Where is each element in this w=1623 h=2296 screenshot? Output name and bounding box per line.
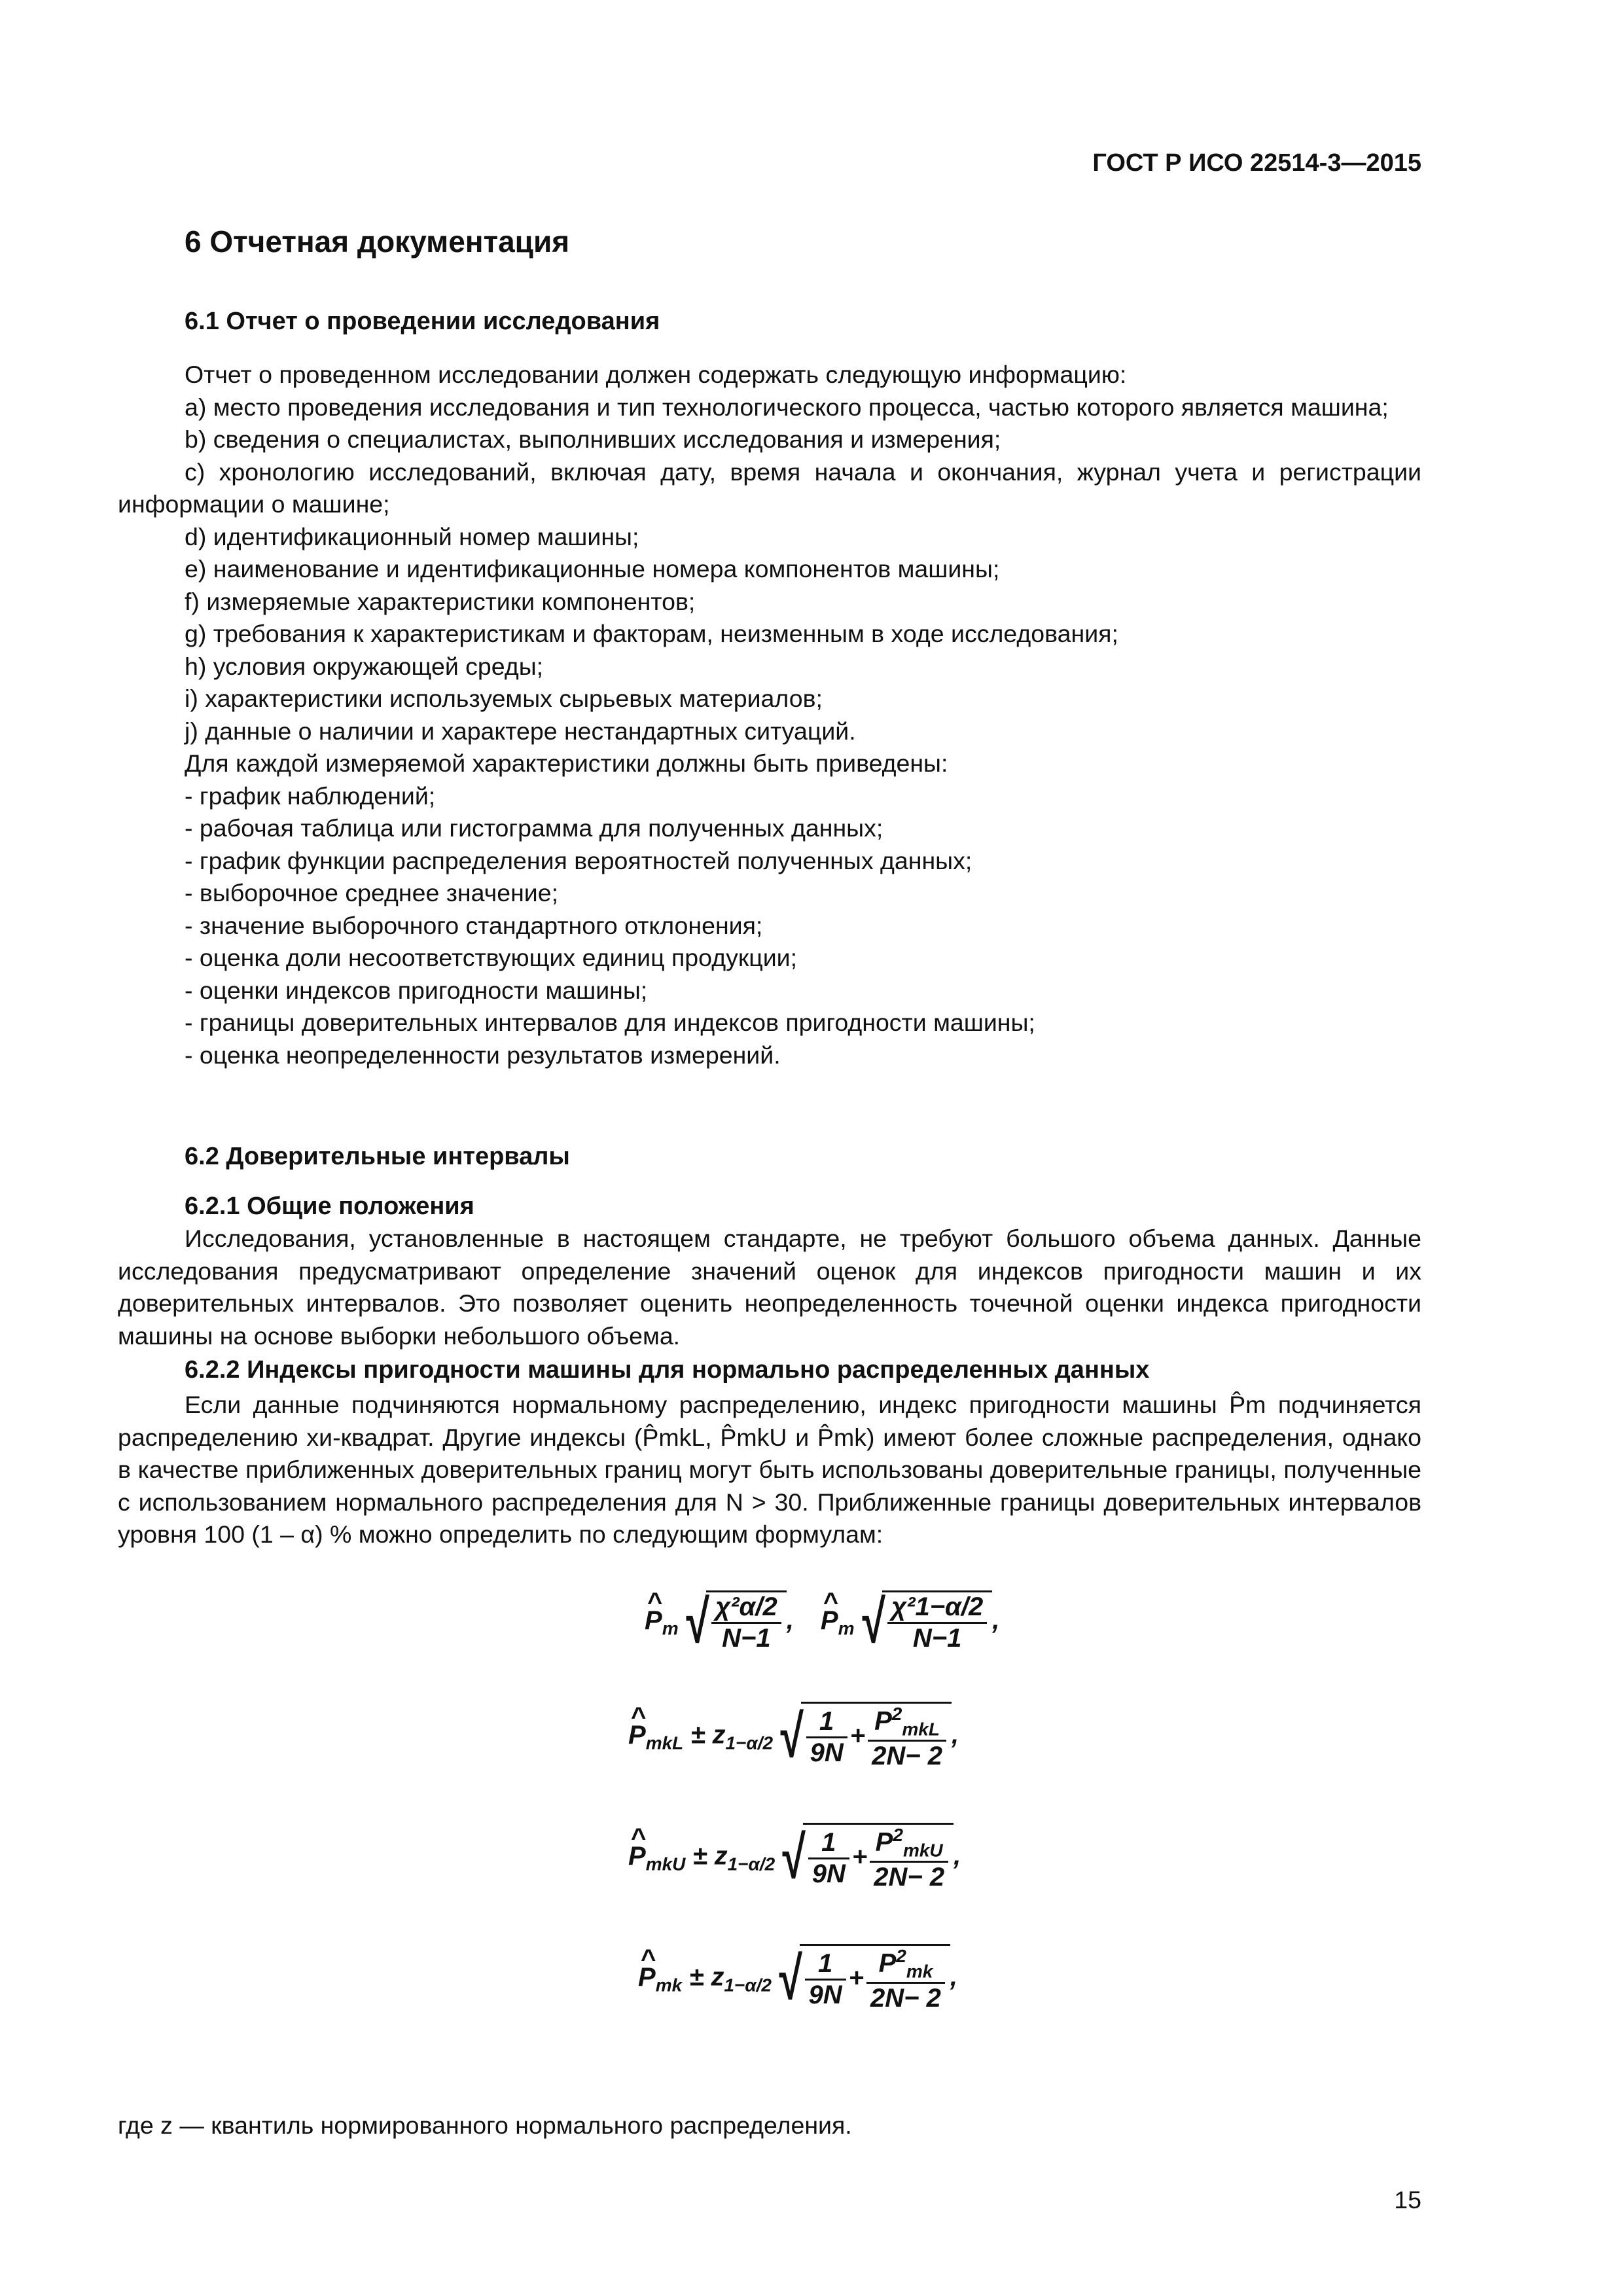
formula-explanation: где z — квантиль нормированного нормального распределения.	[118, 2111, 852, 2139]
list-item: a) место проведения исследования и тип технологического процесса, частью которого является машина;	[185, 393, 1389, 421]
dash-item: - оценка доли несоответствующих единиц продукции;	[185, 944, 798, 971]
subsection-title-6-1: 6.1 Отчет о проведении исследования	[185, 308, 660, 335]
section-6-2-2-body	[118, 1389, 1421, 1551]
dash-item: - выборочное среднее значение;	[185, 879, 558, 906]
dash-item: - значение выборочного стандартного отклонения;	[185, 911, 763, 939]
dash-item: - рабочая таблица или гистограмма для полученных данных;	[185, 814, 883, 842]
dash-item: - границы доверительных интервалов для индексов пригодности машины;	[185, 1009, 1035, 1036]
page-number: 15	[1394, 2186, 1421, 2214]
intro-paragraph: Отчет о проведенном исследовании должен содержать следующую информацию:	[185, 361, 1127, 388]
list-item: d) идентификационный номер машины;	[185, 522, 639, 550]
standard-code: ГОСТ Р ИСО 22514-3—2015	[1092, 149, 1421, 177]
list-item: e) наименование и идентификационные номера компонентов машины;	[185, 555, 1000, 583]
paragraph: Исследования, установленные в настоящем стандарте, не требуют большого объема данных. Данные исследования предусматривают определение значений оценок для индексов пригодности машин и их доверительных интервалов. Это позволяет оценить неопределенность точечной оценки индекса пригодности машины на основе выборки небольшого объема.	[118, 1225, 1421, 1350]
list-item: b) сведения о специалистах, выполнивших исследования и измерения;	[185, 425, 1001, 453]
list-item: g) требования к характеристикам и факторам, неизменным в ходе исследования;	[185, 620, 1118, 647]
dash-item: - оценки индексов пригодности машины;	[185, 976, 648, 1004]
list-item: f) измеряемые характеристики компонентов;	[185, 587, 696, 615]
paragraph: Если данные подчиняются нормальному распределению, индекс пригодности машины P̂m подчиняется распределению хи-квадрат. Другие индексы (P̂mkL, P̂mkU и P̂mk) имеют более сложные распределения, однако в качестве приближенных доверительных границ могут быть использованы доверительные границы, полученные с использованием нормального распределения для N > 30. Приближенные границы доверительных интервалов уровня 100 (1 – α) % можно определить по следующим формулам:	[118, 1391, 1421, 1548]
list-item: j) данные о наличии и характере нестандартных ситуаций.	[185, 717, 856, 745]
formula-pmkl: ^ $P_{mkL} \pm z_{1-\alpha/2}√$ $\frac{1}{9N}$ + $\frac{P^2_{mkL}}{2N- 2}$ ,	[628, 1702, 959, 1771]
subsection-title-6-2: 6.2 Доверительные интервалы	[185, 1143, 570, 1170]
list-item: h) условия окружающей среды;	[185, 652, 544, 680]
list-item: i) характеристики используемых сырьевых материалов;	[185, 685, 823, 712]
section-6-1-body	[118, 359, 1421, 1071]
formula-pm-interval: ^ $P_m√$ $\frac{\text{χ²α/2}}{N-1}$ , ^ $P_m√$ $\frac{\text{χ²1−α/2}}{N-1}$ ,	[645, 1590, 999, 1653]
formula-pmk: ^ $P_{mk} \pm z_{1-\alpha/2}√$ $\frac{1}{9N}$ + $\frac{P^2_{mk}}{2N- 2}$ ,	[638, 1944, 957, 2013]
list-item: c) хронологию исследований, включая дату, время начала и окончания, журнал учета и регистрации информации о машине;	[118, 457, 1421, 518]
section-6-2-1-body	[118, 1223, 1421, 1352]
section-title: 6 Отчетная документация	[185, 224, 570, 259]
dash-item: - график функции распределения вероятностей полученных данных;	[185, 846, 972, 874]
subsection-title-6-2-1: 6.2.1 Общие положения	[185, 1193, 474, 1220]
dash-item: - оценка неопределенности результатов измерений.	[185, 1041, 781, 1069]
dash-item: - график наблюдений;	[185, 781, 436, 810]
list-intro: Для каждой измеряемой характеристики должны быть приведены:	[185, 749, 948, 777]
subsection-title-6-2-2: 6.2.2 Индексы пригодности машины для нормально распределенных данных	[185, 1356, 1150, 1384]
formula-pmku: ^ $P_{mkU} \pm z_{1-\alpha/2}√$ $\frac{1}{9N}$ + $\frac{P^2_{mkU}}{2N- 2}$ ,	[628, 1823, 961, 1892]
